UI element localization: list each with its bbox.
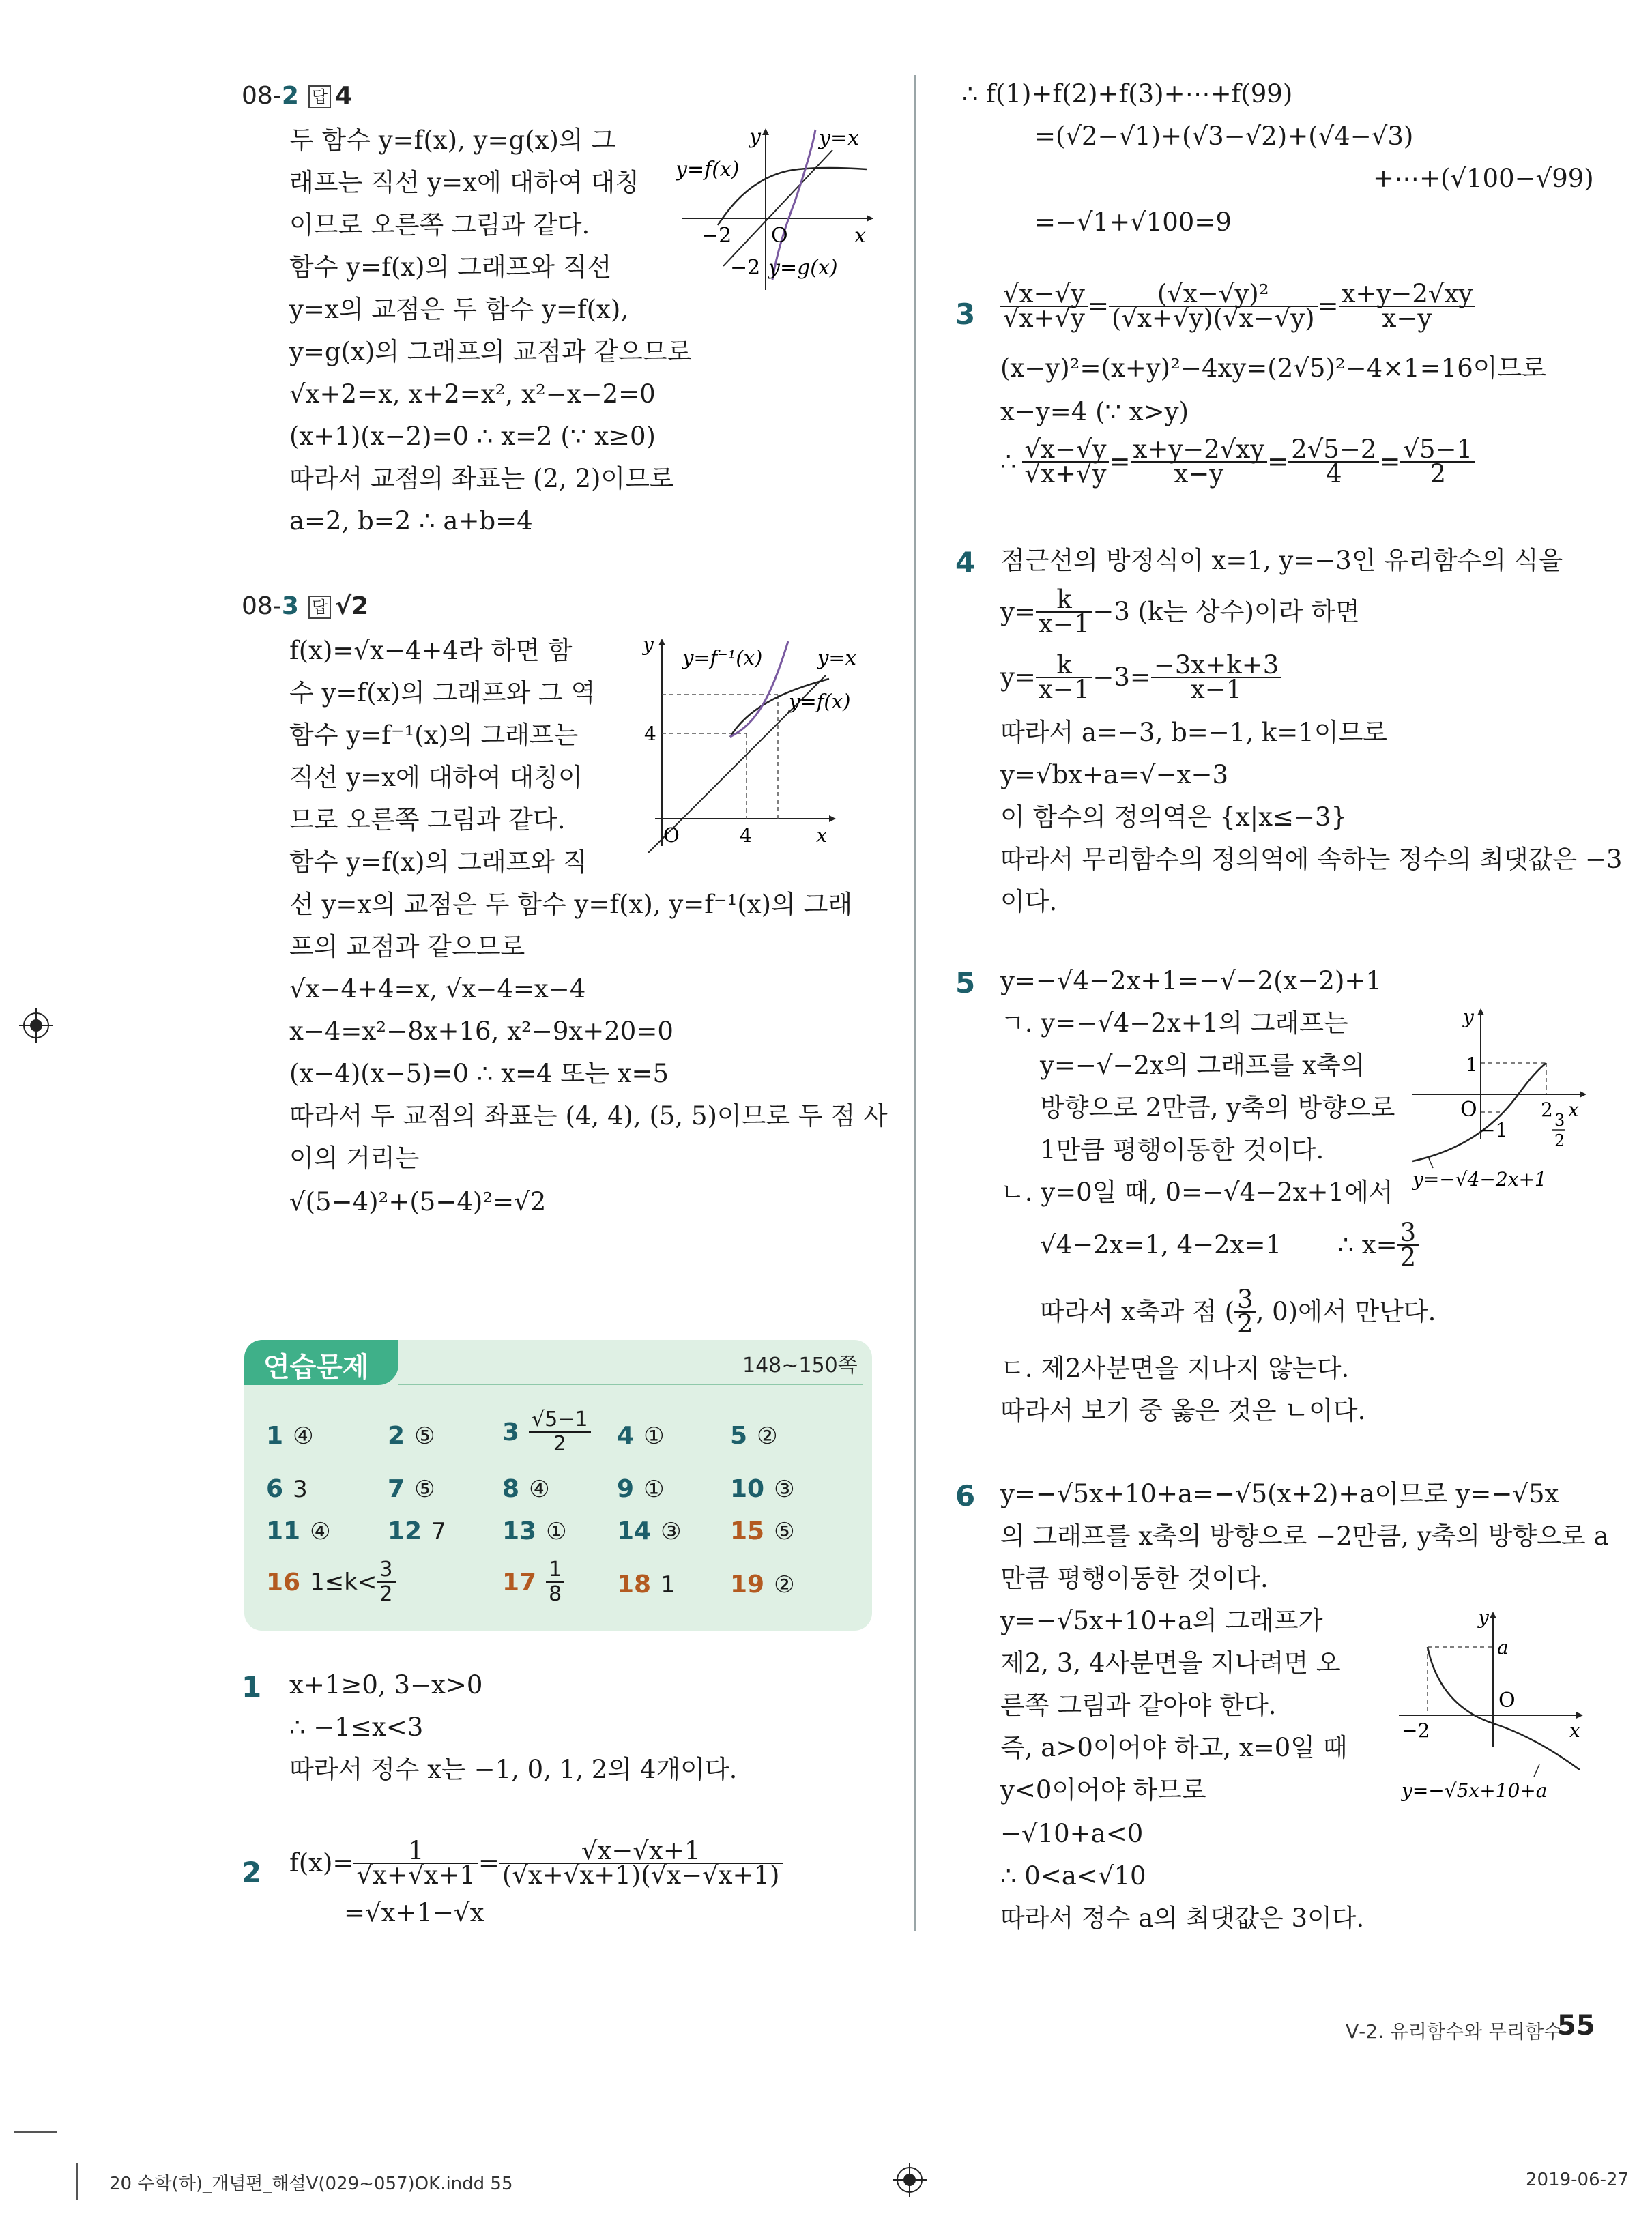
text-line: 1만큼 평행이동한 것이다. <box>1040 1135 1324 1165</box>
crop-mark <box>76 2163 78 2200</box>
section-label: Ⅴ-2. 유리함수와 무리함수 <box>1346 2020 1563 2043</box>
label-y-equals-x: y=x <box>817 646 857 669</box>
solution-5-line-7: 따라서 x축과 점 ( $\frac{3}{2}$ , 0)에서 만난다. <box>1040 1285 1436 1339</box>
solution-4-line-3: y= $\frac{k}{x-1}$ −3= $\frac{-3x+k+3}{x-1}$ <box>1000 654 1281 701</box>
text-line: 따라서 보기 중 옳은 것은 ㄴ이다. <box>1000 1396 1366 1425</box>
text-line: ㄱ. y=−√4−2x+1의 그래프는 <box>1000 1008 1348 1038</box>
text-line: −√10+a<0 <box>1000 1819 1144 1848</box>
text-line: 이다. <box>1000 887 1058 916</box>
text-line: 함수 y=f(x)의 그래프와 직 <box>289 847 588 877</box>
text-line: √(5−4)²+(5−4)²=√2 <box>289 1187 547 1216</box>
answer-1: 1 ④ <box>266 1422 314 1450</box>
solution-3-line-1: $\frac{√x-√y}{√x+√y}$ = $\frac{\text{(√x−√y)²}}{(√x+√y)(√x-√y)}$ = $\frac{x+y-2√xy}{x-y}$ <box>1000 282 1475 330</box>
tick-minus1: −1 <box>1479 1119 1508 1141</box>
column-divider <box>914 75 916 1931</box>
text-line: y=x의 교점은 두 함수 y=f(x), <box>289 295 629 324</box>
text-line: x−y=4 (∵ x>y) <box>1000 397 1189 426</box>
graph-08-3 <box>628 635 873 853</box>
text-line: =(√2−√1)+(√3−√2)+(√4−√3) <box>1034 121 1414 151</box>
answer-12: 12 7 <box>388 1517 446 1545</box>
text-line: 즉, a>0이어야 하고, x=0일 때 <box>1000 1733 1348 1762</box>
label-a: a <box>1497 1636 1509 1659</box>
axis-label-y: y <box>1463 1006 1474 1028</box>
answer-2: 2 ⑤ <box>388 1422 435 1450</box>
tick-three-denominator: 2 <box>1554 1131 1565 1150</box>
graph-08-2 <box>676 123 880 293</box>
label-g: y=g(x) <box>768 256 838 280</box>
text-line: +⋯+(√100−√99) <box>1373 164 1594 193</box>
text-line: y=−√5x+10+a=−√5(x+2)+a이므로 y=−√5x <box>1000 1479 1559 1508</box>
text-line: y=√bx+a=√−x−3 <box>1000 760 1229 789</box>
text-line: y=−√4−2x+1=−√−2(x−2)+1 <box>1000 966 1382 995</box>
tick-2: 2 <box>1541 1098 1553 1121</box>
text-line: 만큼 평행이동한 것이다. <box>1000 1564 1269 1593</box>
solution-number-1: 1 <box>242 1670 262 1704</box>
text-line: ∴ f(1)+f(2)+f(3)+⋯+f(99) <box>962 79 1293 108</box>
text-line: a=2, b=2 ∴ a+b=4 <box>289 506 533 536</box>
answer-8: 8 ④ <box>502 1475 550 1503</box>
origin-label: O <box>771 224 788 248</box>
text-line: ∴ 0<a<√10 <box>1000 1861 1146 1891</box>
label-minus2-x: −2 <box>701 224 732 248</box>
registration-mark-icon <box>893 2163 927 2197</box>
text-line: 이 함수의 정의역은 {x|x≤−3} <box>1000 802 1348 832</box>
text-line: 므로 오른쪽 그림과 같다. <box>289 805 566 834</box>
tick-4-y: 4 <box>644 723 656 745</box>
answer-14: 14 ③ <box>617 1517 682 1545</box>
file-info: 20 수학(하)_개념편_해설Ⅴ(029~057)OK.indd 55 <box>109 2174 513 2194</box>
label-f: y=f(x) <box>789 690 851 713</box>
print-date: 2019-06-27 <box>1526 2170 1629 2190</box>
axis-label-y: y <box>749 125 761 149</box>
text-line: x−4=x²−8x+16, x²−9x+20=0 <box>289 1017 673 1046</box>
text-line: √x−4+4=x, √x−4=x−4 <box>289 974 586 1004</box>
answer-16: 16 1≤k< $\frac{3}{2}$ <box>266 1558 396 1606</box>
axis-label-x: x <box>816 823 828 847</box>
text-line: ㄴ. y=0일 때, 0=−√4−2x+1에서 <box>1000 1178 1393 1207</box>
solution-number-6: 6 <box>955 1479 976 1513</box>
text-line: ㄷ. 제2사분면을 지나지 않는다. <box>1000 1354 1350 1383</box>
text-line: =√x+1−√x <box>344 1898 484 1927</box>
answer-11: 11 ④ <box>266 1517 331 1545</box>
problem-08-2-header: 08-2 답 4 <box>242 82 353 110</box>
text-line: 따라서 무리함수의 정의역에 속하는 정수의 최댓값은 −3 <box>1000 845 1623 874</box>
text-line: 방향으로 2만큼, y축의 방향으로 <box>1040 1093 1395 1122</box>
registration-mark-icon <box>19 1008 53 1043</box>
text-line: 따라서 교점의 좌표는 (2, 2)이므로 <box>289 464 674 493</box>
tick-minus2: −2 <box>1402 1719 1430 1742</box>
text-line: y=g(x)의 그래프의 교점과 같으므로 <box>289 337 692 366</box>
text-line: 점근선의 방정식이 x=1, y=−3인 유리함수의 식을 <box>1000 546 1563 575</box>
curve-caption: y=−√4−2x+1 <box>1412 1168 1547 1191</box>
text-line: 함수 y=f(x)의 그래프와 직선 <box>289 252 612 282</box>
tick-three-numerator: 3 <box>1554 1111 1565 1130</box>
answer-7: 7 ⑤ <box>388 1475 435 1503</box>
origin-label: O <box>1498 1689 1516 1712</box>
solution-number-4: 4 <box>955 546 976 579</box>
problem-08-3-header: 08-3 답 √2 <box>242 592 369 620</box>
solution-number-5: 5 <box>955 966 976 1000</box>
text-line: 따라서 정수 a의 최댓값은 3이다. <box>1000 1904 1365 1933</box>
text-line: 이므로 오른쪽 그림과 같다. <box>289 210 590 239</box>
text-line: √x+2=x, x+2=x², x²−x−2=0 <box>289 379 656 409</box>
answer-5: 5 ② <box>730 1422 778 1450</box>
axis-label-x: x <box>1568 1098 1579 1121</box>
answer-19: 19 ② <box>730 1571 795 1599</box>
solution-5-line-6: √4−2x=1, 4−2x=1 ∴ x= $\frac{3}{2}$ <box>1040 1221 1419 1269</box>
text-line: 이의 거리는 <box>289 1143 420 1173</box>
solution-4-line-2: y= $\frac{k}{x-1}$ −3 (k는 상수)이라 하면 <box>1000 585 1360 639</box>
graph-problem-5 <box>1399 1003 1597 1201</box>
text-line: 른쪽 그림과 같아야 한다. <box>1000 1691 1277 1720</box>
graph-problem-6 <box>1385 1603 1597 1808</box>
text-line: (x+1)(x−2)=0 ∴ x=2 (∵ x≥0) <box>289 422 656 451</box>
label-y-equals-x: y=x <box>819 126 860 150</box>
text-line: 의 그래프를 x축의 방향으로 −2만큼, y축의 방향으로 a <box>1000 1521 1609 1551</box>
axis-label-y: y <box>1478 1606 1489 1629</box>
label-f: y=f(x) <box>676 158 740 181</box>
answer-18: 18 1 <box>617 1571 676 1599</box>
answer-17: 17 $\frac{1}{8}$ <box>502 1558 564 1606</box>
text-line: 선 y=x의 교점은 두 함수 y=f(x), y=f⁻¹(x)의 그래 <box>289 890 853 919</box>
text-line: 따라서 두 교점의 좌표는 (4, 4), (5, 5)이므로 두 점 사 <box>289 1101 888 1131</box>
crop-mark <box>14 2131 57 2133</box>
text-line: =−√1+√100=9 <box>1034 207 1232 237</box>
practice-title-tab: 연습문제 <box>244 1340 398 1385</box>
tick-1: 1 <box>1466 1053 1478 1076</box>
page-number: 55 <box>1557 2010 1595 2041</box>
answer-10: 10 ③ <box>730 1475 795 1503</box>
text-line: y<0이어야 하므로 <box>1000 1775 1206 1805</box>
text-line: 함수 y=f⁻¹(x)의 그래프는 <box>289 720 579 750</box>
practice-page-range: 148∼150쪽 <box>742 1354 858 1377</box>
solution-number-2: 2 <box>242 1856 262 1889</box>
text-line: (x−4)(x−5)=0 ∴ x=4 또는 x=5 <box>289 1059 669 1088</box>
answer-3: 3 $\frac{√5-1}{2}$ <box>502 1408 591 1456</box>
curve-caption: y=−√5x+10+a <box>1402 1779 1548 1802</box>
text-line: 래프는 직선 y=x에 대하여 대칭 <box>289 168 639 197</box>
answer-4: 4 ① <box>617 1422 665 1450</box>
axis-label-x: x <box>1569 1719 1580 1742</box>
origin-label: O <box>1460 1098 1477 1122</box>
text-line: y=−√5x+10+a의 그래프가 <box>1000 1606 1323 1635</box>
text-line: ∴ −1≤x<3 <box>289 1712 424 1742</box>
answer-9: 9 ① <box>617 1475 665 1503</box>
solution-3-line-4: ∴ $\frac{√x-√y}{√x+√y}$ = $\frac{x+y-2√xy}{x-y}$ = $\frac{2√5-2}{4}$ = $\frac{√5-1}{2}$ <box>1000 438 1475 486</box>
answer-15: 15 ⑤ <box>730 1517 795 1545</box>
axis-label-y: y <box>643 635 654 656</box>
text-line: 제2, 3, 4사분면을 지나려면 오 <box>1000 1648 1341 1678</box>
text-line: 직선 y=x에 대하여 대칭이 <box>289 763 583 792</box>
text-line: 수 y=f(x)의 그래프와 그 역 <box>289 678 596 708</box>
text-line: (x−y)²=(x+y)²−4xy=(2√5)²−4×1=16이므로 <box>1000 353 1547 383</box>
text-line: 따라서 정수 x는 −1, 0, 1, 2의 4개이다. <box>289 1755 738 1784</box>
text-line: 두 함수 y=f(x), y=g(x)의 그 <box>289 126 616 155</box>
solution-number-3: 3 <box>955 297 976 331</box>
text-line: 프의 교점과 같으므로 <box>289 932 525 961</box>
label-f-inverse: y=f⁻¹(x) <box>682 646 763 669</box>
axis-label-x: x <box>854 224 866 248</box>
text-line: x+1≥0, 3−x>0 <box>289 1670 483 1700</box>
text-line: 따라서 a=−3, b=−1, k=1이므로 <box>1000 718 1388 747</box>
text-line: f(x)=√x−4+4라 하면 함 <box>289 636 573 665</box>
practice-rule <box>398 1384 863 1385</box>
solution-2-equation: f(x)= $\frac{1}{√x+√x+1}$ = $\frac{√x-√x+1}{(√x+√x+1)(√x-√x+1)}$ <box>289 1839 783 1887</box>
answer-13: 13 ① <box>502 1517 567 1545</box>
label-minus2-y: −2 <box>730 256 761 280</box>
answer-6: 6 3 <box>266 1475 308 1503</box>
text-line: y=−√−2x의 그래프를 x축의 <box>1040 1051 1365 1080</box>
origin-label: O <box>663 823 680 847</box>
tick-4-x: 4 <box>740 824 752 847</box>
